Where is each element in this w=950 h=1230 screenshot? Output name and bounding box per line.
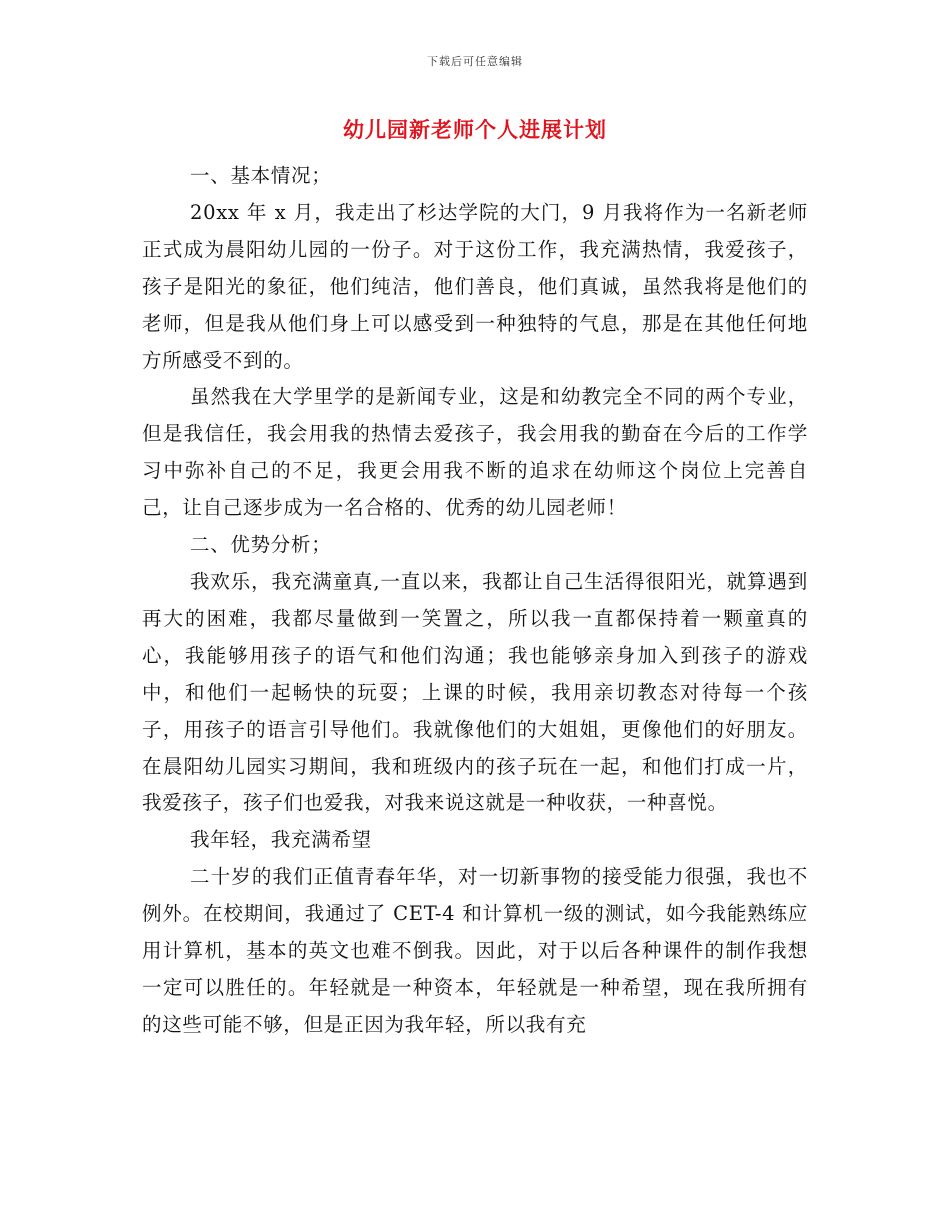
paragraph: 虽然我在大学里学的是新闻专业，这是和幼教完全不同的两个专业，但是我信任，我会用我的热情去爱孩子，我会用我的勤奋在今后的工作学习中弥补自己的不足，我更会用我不断的追求在幼师这个岗位上完善自己，让自己逐步成为一名合格的、优秀的幼儿园老师！ — [142, 385, 808, 520]
header-note: 下载后可任意编辑 — [427, 55, 523, 68]
heading-strengths-analysis: 二、优势分析； — [190, 533, 332, 557]
document-title: 幼儿园新老师个人进展计划 — [343, 117, 607, 142]
paragraph: 20xx 年 x 月，我走出了杉达学院的大门，9 月我将作为一名新老师正式成为晨阳幼儿园的一份子。对于这份工作，我充满热情，我爱孩子，孩子是阳光的象征，他们纯洁，他们善良，他们真诚，虽然我将是他们的老师，但是我从他们身上可以感受到一种独特的气息，那是在其他任何地方所感受不到的。 — [142, 200, 808, 372]
heading-basic-situation: 一、基本情况； — [190, 164, 332, 187]
paragraph: 我欢乐，我充满童真,一直以来，我都让自己生活得很阳光，就算遇到再大的困难，我都尽量做到一笑置之，所以我一直都保持着一颗童真的心，我能够用孩子的语气和他们沟通；我也能够亲身加入到孩子的游戏中，和他们一起畅快的玩耍；上课的时候，我用亲切教态对待每一个孩子，用孩子的语言引导他们。我就像他们的大姐姐，更像他们的好朋友。在晨阳幼儿园实习期间，我和班级内的孩子玩在一起，和他们打成一片，我爱孩子，孩子们也爱我，对我来说这就是一种收获，一种喜悦。 — [142, 569, 808, 815]
paragraph: 二十岁的我们正值青春年华，对一切新事物的接受能力很强，我也不例外。在校期间，我通过了 CET-4 和计算机一级的测试，如今我能熟练应用计算机，基本的英文也难不倒我。因此，对于以后各种课件的制作我想一定可以胜任的。年轻就是一种资本，年轻就是一种希望，现在我所拥有的这些可能不够，但是正因为我年轻，所以我有充 — [142, 865, 808, 1036]
subheading-young-hopeful: 我年轻，我充满希望 — [190, 828, 372, 852]
document-body — [142, 158, 808, 1044]
